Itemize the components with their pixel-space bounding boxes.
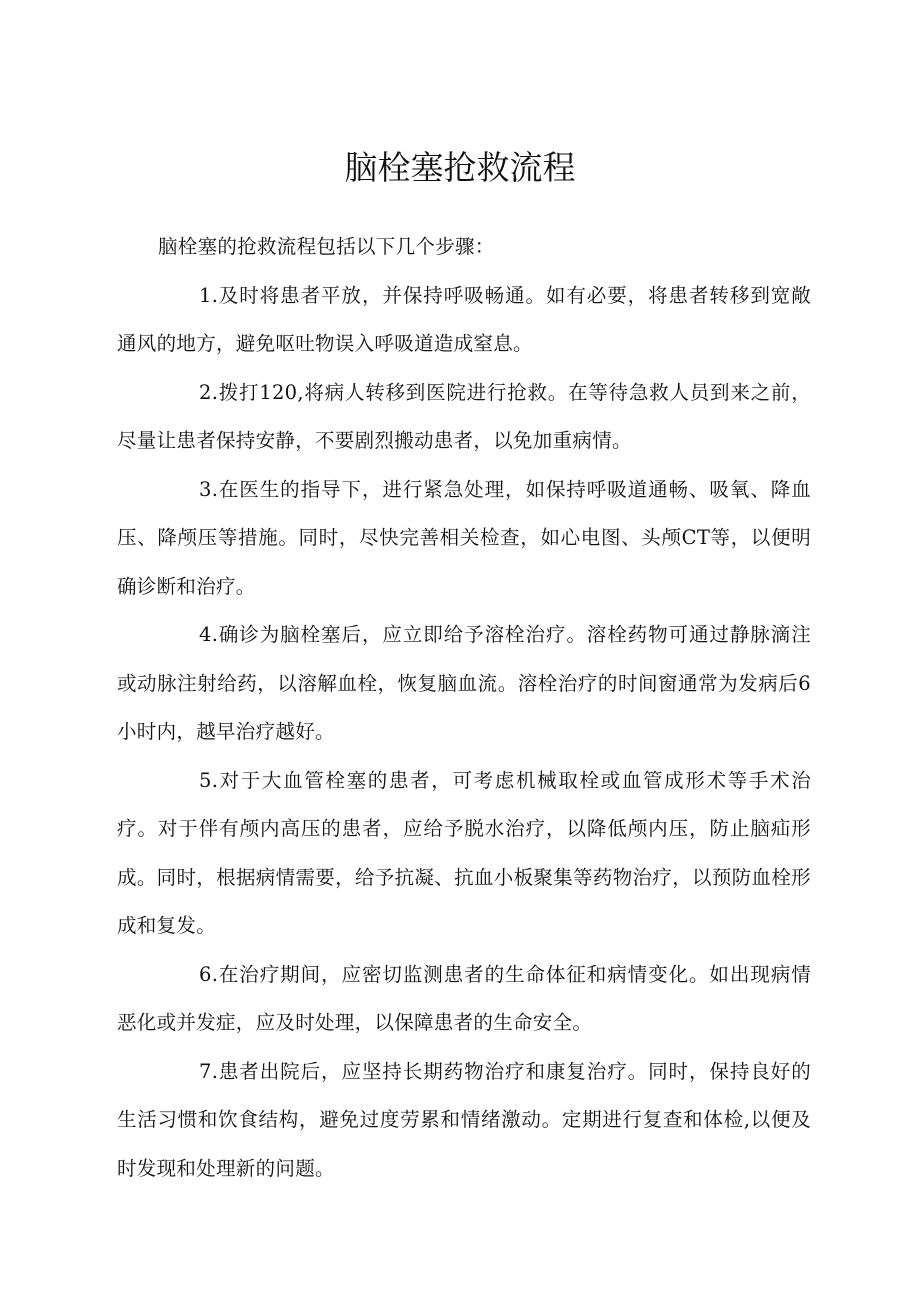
step-paragraph (117, 1048, 811, 1194)
step-text: .对于大血管栓塞的患者，可考虑机械取栓或血管成形术等手术治疗。对于伴有颅内高压的患者，应给予脱水治疗，以降低颅内压，防止脑疝形成。同时，根据病情需要，给予抗凝、抗血小板聚集等药物治疗，以预防血栓形成和复发。 (117, 768, 811, 937)
step-number: 7 (199, 1059, 212, 1083)
step-number: 2 (199, 380, 212, 404)
document-body (117, 223, 811, 1193)
step-text: .在治疗期间，应密切监测患者的生命体征和病情变化。如出现病情恶化或并发症，应及时处理，以保障患者的生命安全。 (117, 962, 811, 1034)
step-text: .确诊为脑栓塞后，应立即给予溶栓治疗。溶栓药物可通过静脉滴注或动脉注射给药，以溶解血栓，恢复脑血流。溶栓治疗的时间窗通常为发病后6小时内，越早治疗越好。 (117, 623, 811, 743)
intro-paragraph: 脑栓塞的抢救流程包括以下几个步骤： (158, 235, 495, 258)
step-paragraph (117, 757, 811, 951)
step-text: .及时将患者平放，并保持呼吸畅通。如有必要，将患者转移到宽敞通风的地方，避免呕吐物误入呼吸道造成窒息。 (117, 283, 811, 355)
step-number: 6 (199, 962, 212, 986)
step-paragraph (117, 466, 811, 612)
step-number: 3 (199, 477, 212, 501)
step-text: .拨打120,将病人转移到医院进行抢救。在等待急救人员到来之前，尽量让患者保持安静，不要剧烈搬动患者，以免加重病情。 (117, 380, 811, 452)
step-text: .患者出院后，应坚持长期药物治疗和康复治疗。同时，保持良好的生活习惯和饮食结构，避免过度劳累和情绪激动。定期进行复查和体检,以便及时发现和处理新的问题。 (117, 1059, 811, 1180)
step-number: 1 (199, 283, 212, 307)
step-paragraph (117, 369, 811, 466)
step-paragraph (117, 951, 811, 1048)
step-paragraph (117, 272, 811, 369)
step-number: 5 (199, 768, 212, 792)
step-paragraph (117, 611, 811, 757)
document-title: 脑栓塞抢救流程 (344, 148, 576, 188)
step-text: .在医生的指导下，进行紧急处理，如保持呼吸道通畅、吸氧、降血压、降颅压等措施。同时，尽快完善相关检查，如心电图、头颅CT等，以便明确诊断和治疗。 (117, 477, 811, 598)
step-number: 4 (199, 623, 212, 646)
